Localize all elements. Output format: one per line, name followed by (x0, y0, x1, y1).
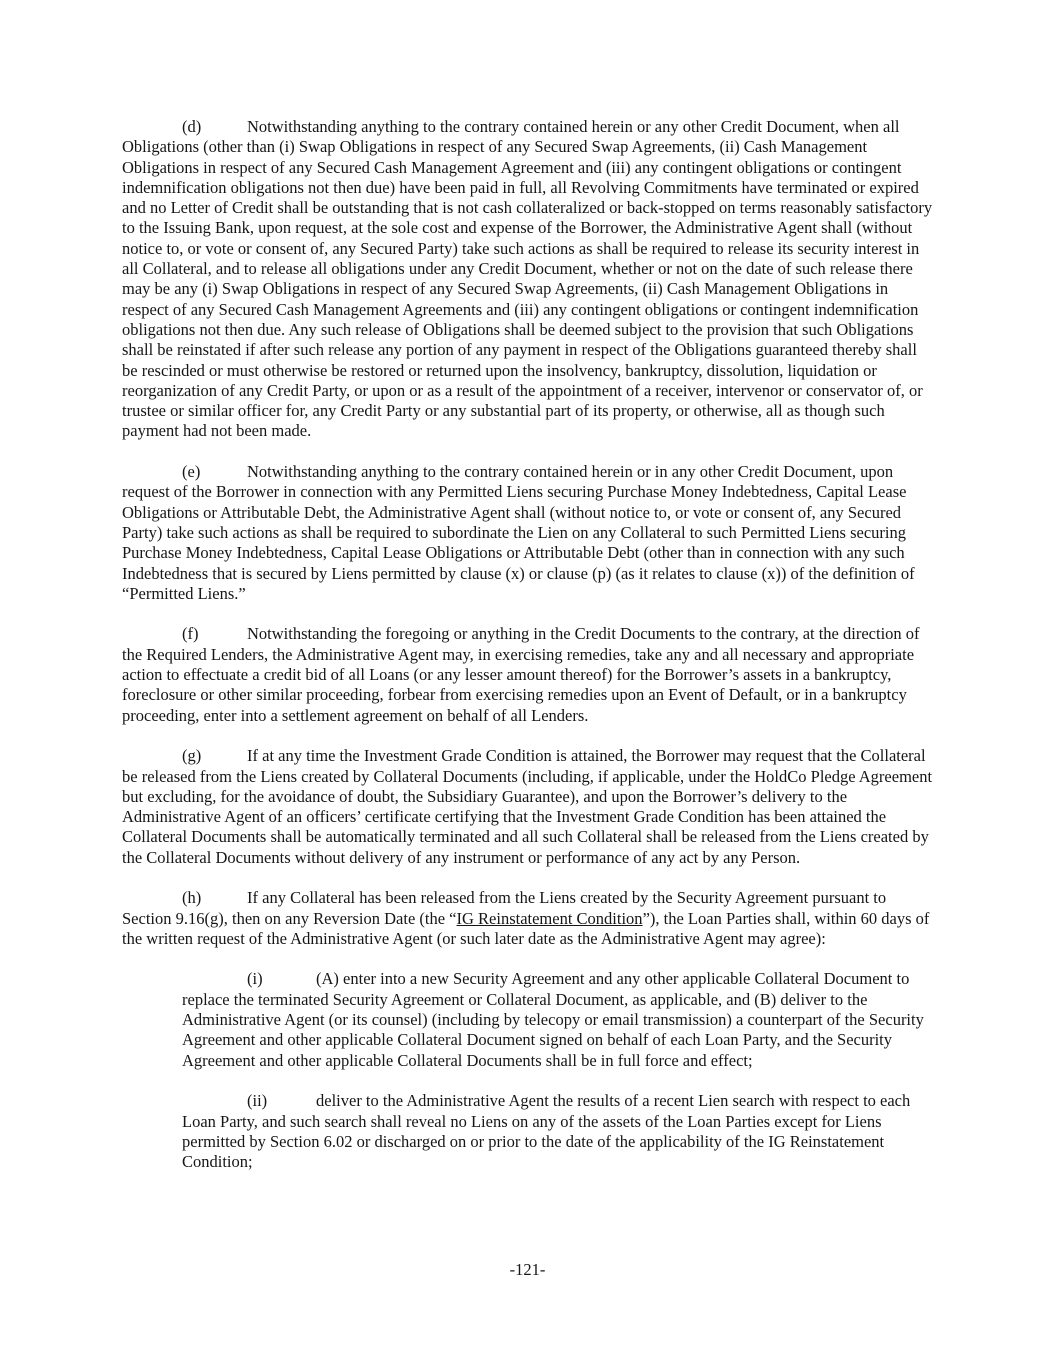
paragraph-label: (g) (182, 746, 202, 766)
paragraph-h (122, 888, 934, 949)
document-body (122, 117, 934, 1193)
paragraph-e (122, 462, 934, 604)
paragraph-text: Notwithstanding anything to the contrary contained herein or any other Credit Document, when all Obligations (other than (i) Swap Obligations in respect of any Secured Swap Agreements, (ii) Cash Management Obligations in respect of any Secured Cash Management Agreement and (iii) any contingent obligations or contingent indemnification obligations not then due) have been paid in full, all Revolving Commitments have terminated or expired and no Letter of Credit shall be outstanding that is not cash collateralized or back-stopped on terms reasonably satisfactory to the Issuing Bank, upon request, at the sole cost and expense of the Borrower, the Administrative Agent shall (without notice to, or vote or consent of, any Secured Party) take such actions as shall be required to release its security interest in all Collateral, and to release all obligations under any Credit Document, whether or not on the date of such release there may be any (i) Swap Obligations in respect of any Secured Swap Agreements, (ii) Cash Management Obligations in respect of any Secured Cash Management Agreements and (iii) any contingent obligations or contingent indemnification obligations not then due. Any such release of Obligations shall be deemed subject to the provision that such Obligations shall be reinstated if after such release any portion of any payment in respect of the Obligations guaranteed thereby shall be rescinded or must otherwise be restored or returned upon the insolvency, bankruptcy, dissolution, liquidation or reorganization of any Credit Party, or upon or as a result of the appointment of a receiver, intervenor or conservator of, or trustee or similar officer for, any Credit Party or any substantial part of its property, or otherwise, all as though such payment had not been made. (122, 117, 933, 441)
paragraph-label: (i) (247, 969, 263, 989)
paragraph-g (122, 746, 934, 868)
paragraph-text: (A) enter into a new Security Agreement and any other applicable Collateral Document to replace the terminated Security Agreement or Collateral Document, as applicable, and (B) deliver to the Administrative Agent (or its counsel) (including by telecopy or email transmission) a counterpart of the Security Agreement and other applicable Collateral Document signed on behalf of each Loan Party, and the Security Agreement and other applicable Collateral Documents shall be in full force and effect; (182, 969, 924, 1070)
paragraph-text: If at any time the Investment Grade Condition is attained, the Borrower may request that the Collateral be released from the Liens created by Collateral Documents (including, if applicable, under the HoldCo Pledge Agreement but excluding, for the avoidance of doubt, the Subsidiary Guarantee), and upon the Borrower’s delivery to the Administrative Agent of an officers’ certificate certifying that the Investment Grade Condition has been attained the Collateral Documents shall be automatically terminated and all such Collateral shall be released from the Liens created by the Collateral Documents without delivery of any instrument or performance of any act by any Person. (122, 746, 933, 867)
page-number: -121- (509, 1260, 546, 1279)
paragraph-label: (f) (182, 624, 199, 644)
paragraph-text: Notwithstanding the foregoing or anything in the Credit Documents to the contrary, at the direction of the Required Lenders, the Administrative Agent may, in exercising remedies, take any and all necessary and appropriate action to effectuate a credit bid of all Loans (or any lesser amount thereof) for the Borrower’s assets in a bankruptcy, foreclosure or other similar proceeding, forbear from exercising remedies upon an Event of Default, or in a bankruptcy proceeding, enter into a settlement agreement on behalf of all Lenders. (122, 624, 920, 725)
paragraph-text: deliver to the Administrative Agent the results of a recent Lien search with respect to each Loan Party, and such search shall reveal no Liens on any of the assets of the Loan Parties except for Liens permitted by Section 6.02 or discharged on or prior to the date of the applicability of the IG Reinstatement Condition; (182, 1091, 911, 1172)
defined-term-underlined: IG Reinstatement Condition (456, 908, 643, 928)
paragraph-label: (d) (182, 117, 202, 136)
paragraph-i (182, 969, 933, 1070)
paragraph-label: (e) (182, 462, 201, 482)
paragraph-text: ”), the Loan Parties shall, within 60 days of the written request of the Administrative Agent (or such later date as the Administrative Agent may agree): (122, 908, 930, 948)
paragraph-d (122, 117, 934, 442)
paragraph-text: If any Collateral has been released from the Liens created by the Security Agreement pursuant to Section 9.16(g), then on any Reversion Date (the “ (122, 888, 887, 928)
paragraph-text: Notwithstanding anything to the contrary contained herein or in any other Credit Document, upon request of the Borrower in connection with any Permitted Liens securing Purchase Money Indebtedness, Capital Lease Obligations or Attributable Debt, the Administrative Agent shall (without notice to, or vote or consent of, any Secured Party) take such actions as shall be required to subordinate the Lien on any Collateral to such Permitted Liens securing Purchase Money Indebtedness, Capital Lease Obligations or Attributable Debt (other than in connection with any such Indebtedness that is secured by Liens permitted by clause (x) or clause (p) (as it relates to clause (x)) of the definition of “Permitted Liens.” (122, 462, 915, 603)
paragraph-label: (h) (182, 888, 202, 908)
paragraph-ii (182, 1091, 933, 1172)
paragraph-f (122, 624, 934, 725)
paragraph-label: (ii) (247, 1091, 268, 1111)
